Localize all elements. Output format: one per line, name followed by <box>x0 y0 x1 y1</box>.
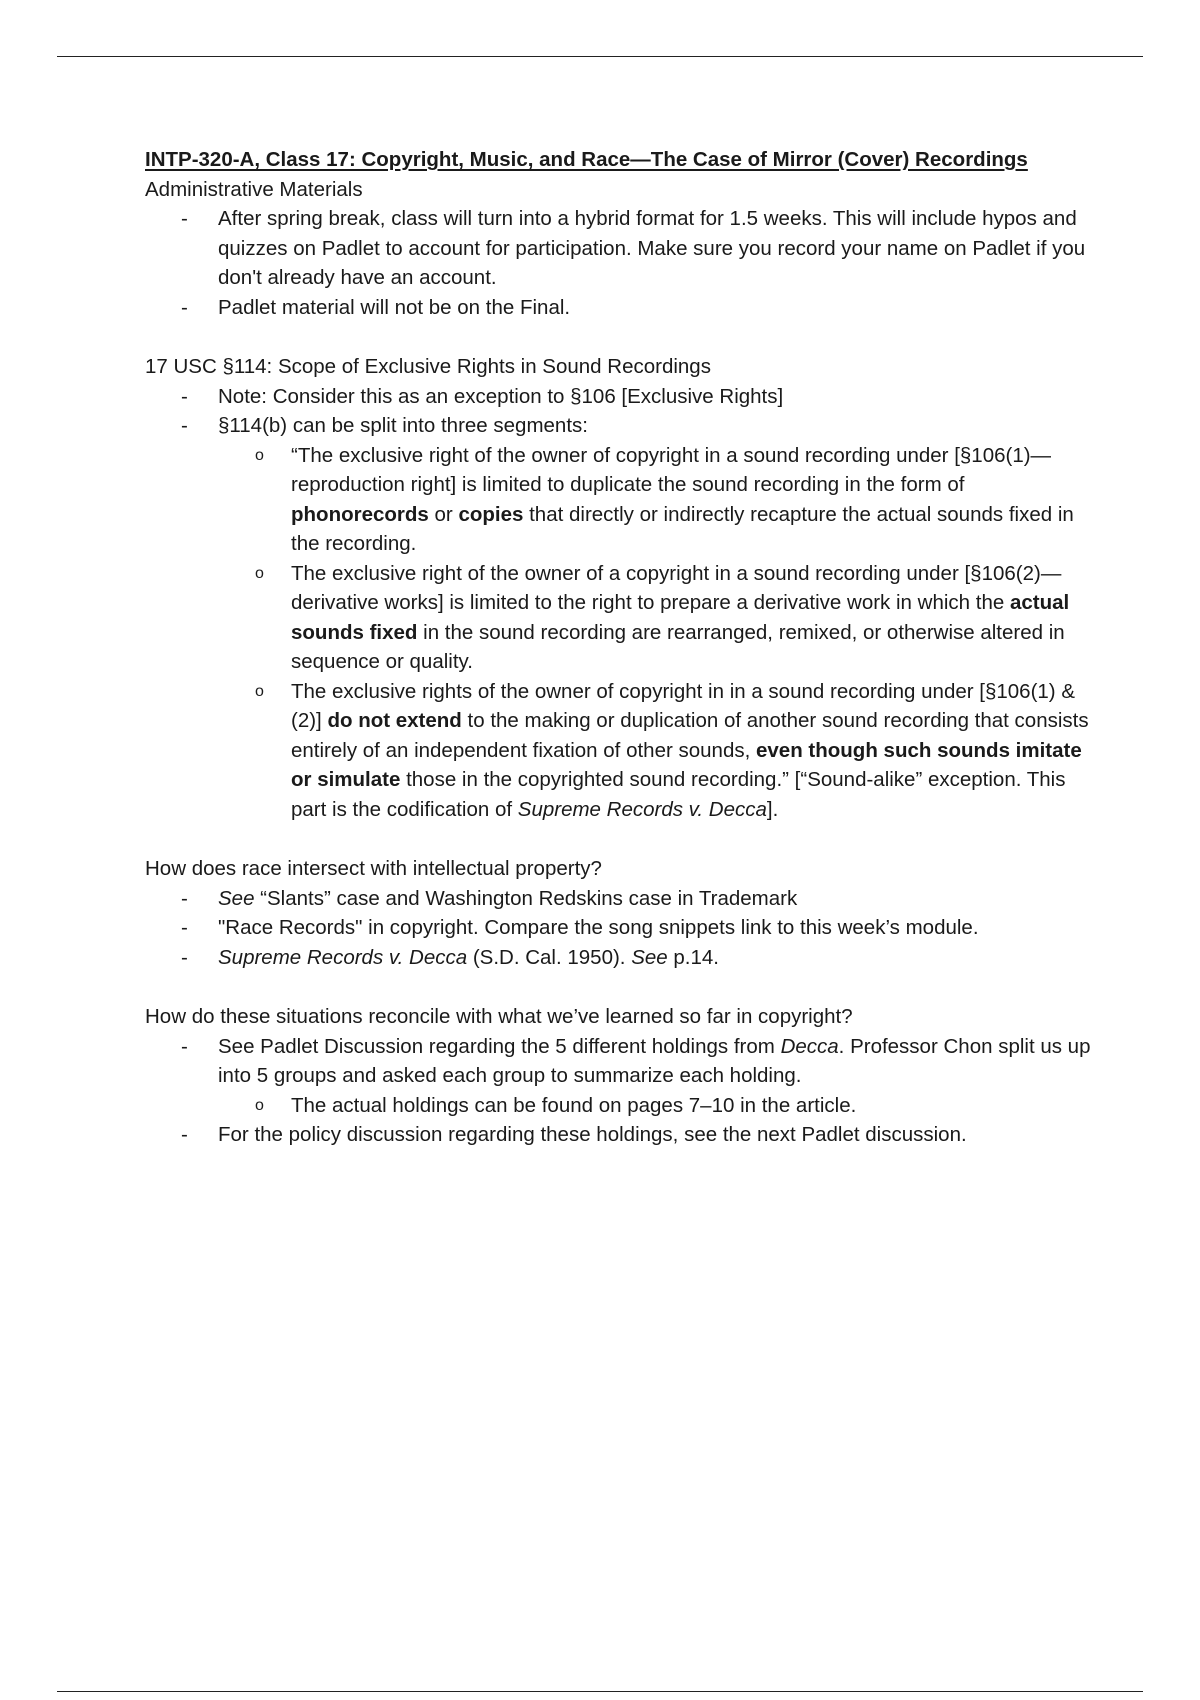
header-rule <box>57 56 1143 57</box>
circle-bullet: o <box>255 446 264 464</box>
dash-bullet: - <box>181 886 188 910</box>
list-item: - After spring break, class will turn into a hybrid format for 1.5 weeks. This will include hypos and quizzes on Padlet to account for participation. Make sure you record your name on Padlet if you don't already have an account. <box>145 204 1105 293</box>
section-race-ip <box>145 854 1105 972</box>
sub-bullet-list <box>218 441 1105 825</box>
dash-bullet: - <box>181 945 188 969</box>
sub-list-item: o The exclusive rights of the owner of copyright in in a sound recording under [§106(1) & (2)] do not extend to the making or duplication of another sound recording that consists entirely of an independent fixation of other sounds, even though such sounds imitate or simulate those in the copyrighted sound recording.” [“Sound-alike” exception. This part is the codification of Supreme Records v. Decca]. <box>145 677 1105 825</box>
dash-bullet: - <box>181 295 188 319</box>
circle-bullet: o <box>255 682 264 700</box>
section-heading: How does race intersect with intellectual property? <box>145 857 602 880</box>
list-item: - See “Slants” case and Washington Redskins case in Trademark <box>145 884 1105 914</box>
list-item: - For the policy discussion regarding these holdings, see the next Padlet discussion. <box>145 1120 1105 1150</box>
bullet-list <box>145 1120 1105 1150</box>
bullet-list <box>145 1032 1105 1091</box>
list-item: - "Race Records" in copyright. Compare the song snippets link to this week’s module. <box>145 913 1105 943</box>
section-heading: How do these situations reconcile with what we’ve learned so far in copyright? <box>145 1005 853 1028</box>
sub-bullet-list <box>218 1091 1105 1121</box>
footer-rule <box>57 1691 1143 1692</box>
section-heading: Administrative Materials <box>145 177 363 201</box>
document-body <box>145 145 1105 1180</box>
list-item: - See Padlet Discussion regarding the 5 different holdings from Decca. Professor Chon split us up into 5 groups and asked each group to summarize each holding. <box>145 1032 1105 1091</box>
section-reconcile <box>145 1002 1105 1150</box>
list-item: - Note: Consider this as an exception to §106 [Exclusive Rights] <box>145 382 1105 412</box>
circle-bullet: o <box>255 1096 264 1114</box>
dash-bullet: - <box>181 1034 188 1058</box>
sub-list-item: o The exclusive right of the owner of a copyright in a sound recording under [§106(2)—derivative works] is limited to the right to prepare a derivative work in which the actual sounds fixed in the sound recording are rearranged, remixed, or otherwise altered in sequence or quality. <box>145 559 1105 677</box>
dash-bullet: - <box>181 1123 188 1146</box>
circle-bullet: o <box>255 564 264 582</box>
document-title: INTP-320-A, Class 17: Copyright, Music, and Race—The Case of Mirror (Cover) Recordings <box>145 148 1028 171</box>
dash-bullet: - <box>181 207 188 230</box>
dash-bullet: - <box>181 414 188 437</box>
section-administrative <box>145 175 1105 323</box>
bullet-list <box>145 884 1105 973</box>
list-item: - Padlet material will not be on the Final. <box>145 293 1105 323</box>
list-item: - Supreme Records v. Decca (S.D. Cal. 1950). See p.14. <box>145 943 1105 973</box>
dash-bullet: - <box>181 916 188 939</box>
sub-list-item: o The actual holdings can be found on pages 7–10 in the article. <box>145 1091 1105 1121</box>
sub-list-item: o “The exclusive right of the owner of copyright in a sound recording under [§106(1)—reproduction right] is limited to duplicate the sound recording in the form of phonorecords or copies that directly or indirectly recapture the actual sounds fixed in the recording. <box>145 441 1105 559</box>
section-heading: 17 USC §114: Scope of Exclusive Rights in Sound Recordings <box>145 355 711 378</box>
bullet-list <box>145 382 1105 441</box>
bullet-list <box>145 204 1105 322</box>
section-usc-114 <box>145 352 1105 824</box>
list-item: - §114(b) can be split into three segments: <box>145 411 1105 441</box>
dash-bullet: - <box>181 384 188 408</box>
